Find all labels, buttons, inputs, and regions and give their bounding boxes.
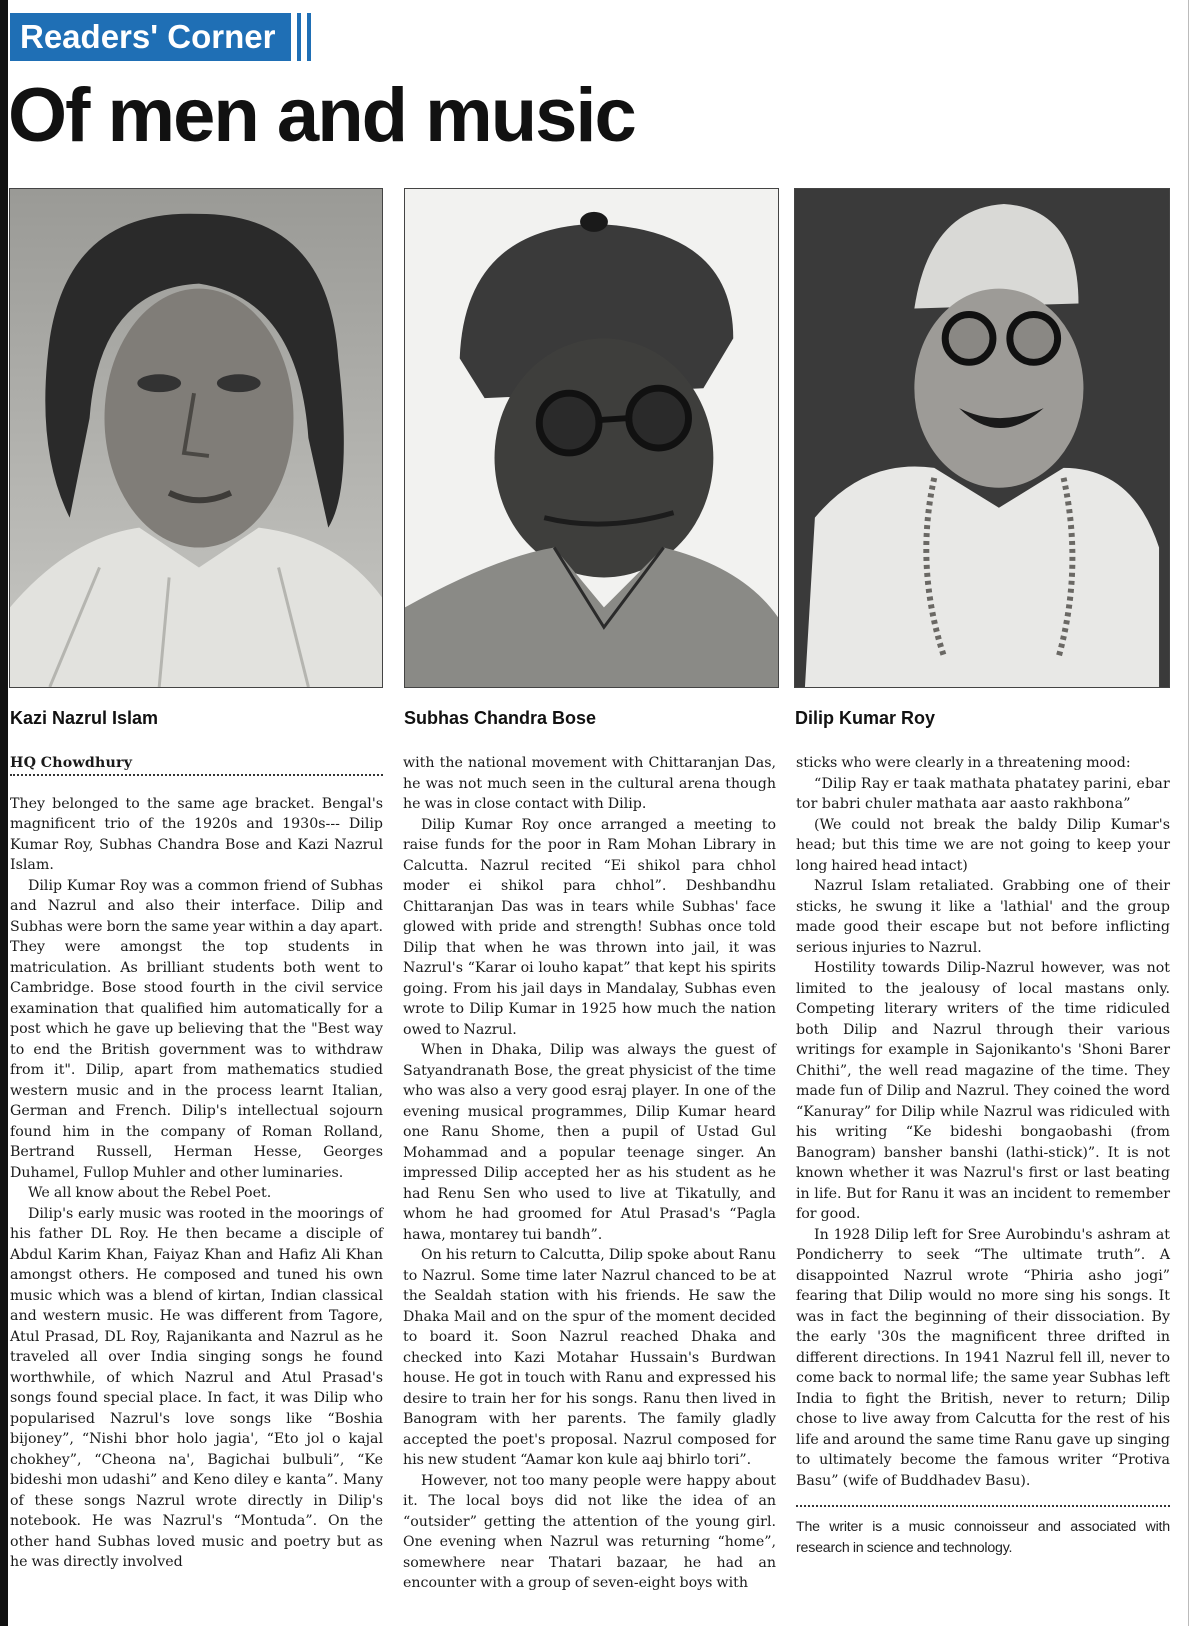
- article-column-2: [403, 753, 776, 1594]
- article-paragraph: Dilip Kumar Roy once arranged a meeting to raise funds for the poor in Ram Mohan Library in Calcutta. Nazrul recited “Ei shikol para chhol moder ei shikol para chhol”. Deshbandhu Chittaranjan Das was in tears while Subhas' face glowed with pride and strength! Subhas once told Dilip that when he was thrown into jail, it was Nazrul's “Karar oi louho kapat” that kept his spirits going. From his jail days in Mandalay, Subhas even wrote to Dilip Kumar in 1925 how much the nation owed to Nazrul.: [403, 816, 776, 1038]
- article-paragraph: Dilip Kumar Roy was a common friend of Subhas and Nazrul and also their interface. Dilip and Subhas were born the same year within a day apart. They were amongst the top students in matriculation. As brilliant students both went to Cambridge. Bose stood fourth in the civil service examination that qualified him automatically for a post which he gave up believing that the "Best way to end the British government was to withdraw from it". Dilip, apart from mathematics studied western music and in the process learnt Italian, German and French. Dilip's intellectual sojourn found him in the company of Roman Rolland, Bertrand Russell, Herman Hesse, Georges Duhamel, Fullop Muhler and other luminaries.: [10, 877, 383, 1181]
- section-tag-bar: [297, 13, 301, 61]
- photo-caption: Subhas Chandra Bose: [404, 708, 597, 728]
- article-paragraph: sticks who were clearly in a threatening mood:: [796, 755, 1131, 771]
- photo-caption: Dilip Kumar Roy: [795, 708, 936, 728]
- article-paragraph: Hostility towards Dilip-Nazrul however, was not limited to the jealousy of local mastans only. Competing literary writers of the time ridiculed both Dilip and Nazrul through their various writings for example in Sajonikanto's 'Shoni Barer Chithi”, the well read magazine of the time. They made fun of Dilip and Nazrul. They coined the word “Kanuray” for Dilip while Nazrul was ridiculed with his writing “Ke bideshi bongaobashi (from Banogram) bansher banshi (lathi-stick)”. It is not known whether it was Nazrul's first or last beating in life. But for Ranu it was an incident to remember for good.: [796, 960, 1170, 1222]
- byline: HQ Chowdhury: [10, 755, 133, 771]
- right-page-rule: [1188, 0, 1189, 1626]
- article-column-1: [10, 753, 383, 1573]
- photo-kazi-nazrul-islam: [9, 188, 383, 688]
- byline-divider: [10, 774, 383, 776]
- photo-caption: Kazi Nazrul Islam: [10, 708, 159, 728]
- photo-subhas-chandra-bose: [404, 188, 779, 688]
- section-label: Readers' Corner: [10, 13, 291, 61]
- portrait-image: [10, 189, 382, 687]
- portrait-image: [405, 189, 778, 687]
- article-paragraph: They belonged to the same age bracket. Bengal's magnificent trio of the 1920s and 1930s--- Dilip Kumar Roy, Subhas Chandra Bose and Kazi Nazrul Islam.: [10, 795, 383, 873]
- headline: Of men and music: [8, 73, 635, 158]
- article-paragraph: Nazrul Islam retaliated. Grabbing one of their sticks, he swung it like a 'lathial' and the group made good their escape but not before inflicting serious injuries to Nazrul.: [796, 878, 1170, 956]
- endnote-divider: [796, 1505, 1170, 1507]
- article-paragraph: (We could not break the baldy Dilip Kumar's head; but this time we are not going to keep your long haired head intact): [796, 816, 1170, 874]
- article-paragraph: with the national movement with Chittaranjan Das, he was not much seen in the cultural arena though he was in close contact with Dilip.: [403, 755, 776, 812]
- article-paragraph: In 1928 Dilip left for Sree Aurobindu's ashram at Pondicherry to seek “The ultimate truth”. A disappointed Nazrul wrote “Phiria asho jogi” fearing that Dilip would no more sing his songs. It was in fact the beginning of their dissociation. By the early '30s the magnificent three drifted in different directions. In 1941 Nazrul fell ill, never to come back to normal life; the same year Subhas left India to fight the British, never to return; Dilip chose to live away from Calcutta for the rest of his life and around the same time Ranu gave up singing to ultimately become the famous writer “Protiva Basu” (wife of Buddhadev Basu).: [796, 1226, 1170, 1489]
- section-tag-bar: [307, 13, 311, 61]
- portrait-image: [795, 189, 1169, 687]
- article-column-3: [796, 753, 1170, 1558]
- article-paragraph: When in Dhaka, Dilip was always the guest of Satyandranath Bose, the great physicist of the time who was also a very good esraj player. In one of the evening musical programmes, Dilip Kumar heard one Ranu Shome, then a pupil of Ustad Gul Mohammad and a popular teenage singer. An impressed Dilip accepted her as his student as he had Renu Sen who used to live at Tikatully, and whom he had groomed for Atul Prasad's “Pagla hawa, montarey tui bandh”.: [403, 1042, 776, 1243]
- photo-dilip-kumar-roy: [794, 188, 1170, 688]
- author-note: The writer is a music connoisseur and associated with research in science and technology.: [796, 1519, 1170, 1556]
- article-paragraph: Dilip's early music was rooted in the moorings of his father DL Roy. He then became a disciple of Abdul Karim Khan, Faiyaz Khan and Hafiz Ali Khan amongst others. He composed and tuned his own music which was a blend of kirtan, Indian classical and western music. He was different from Tagore, Atul Prasad, DL Roy, Rajanikanta and Nazrul as he traveled all over India singing songs he found worthwhile, of which Nazrul and Atul Prasad's songs found special place. In fact, it was Dilip who popularised Nazrul's love songs like “Boshia bijoney”, “Nishi bhor holo jagia', “Eto jol o kajal chokhey”, “Cheona na', Bagichai bulbuli”, “Ke bideshi mon udashi” and Keno diley e kanta”. Many of these songs Nazrul wrote directly in Dilip's notebook. He was Nazrul's “Montuda”. On the other hand Subhas loved music and poetry but as he was directly involved: [10, 1205, 383, 1570]
- article-quote: “Dilip Ray er taak mathata phatatey parini, ebar tor babri chuler mathata aar aasto rakhbona”: [796, 775, 1170, 812]
- left-page-rule: [0, 0, 8, 1626]
- section-tag: [10, 13, 311, 61]
- article-paragraph: We all know about the Rebel Poet.: [28, 1185, 272, 1201]
- article-paragraph: On his return to Calcutta, Dilip spoke about Ranu to Nazrul. Some time later Nazrul chanced to be at the Sealdah station with his friends. He saw the Dhaka Mail and on the spur of the moment decided to board it. Soon Nazrul reached Dhaka and checked into Kazi Motahar Hussain's Burdwan house. He got in touch with Ranu and expressed his desire to train her for his songs. Ranu then lived in Banogram with her parents. The family gladly accepted the poet's proposal. Nazrul composed for his new student “Aamar kon kule aaj bhirlo tori”.: [403, 1247, 776, 1468]
- article-paragraph: However, not too many people were happy about it. The local boys did not like the idea of an “outsider” getting the attention of the young girl. One evening when Nazrul was returning “home”, somewhere near Thatari bazaar, he had an encounter with a group of seven-eight boys with: [403, 1472, 776, 1591]
